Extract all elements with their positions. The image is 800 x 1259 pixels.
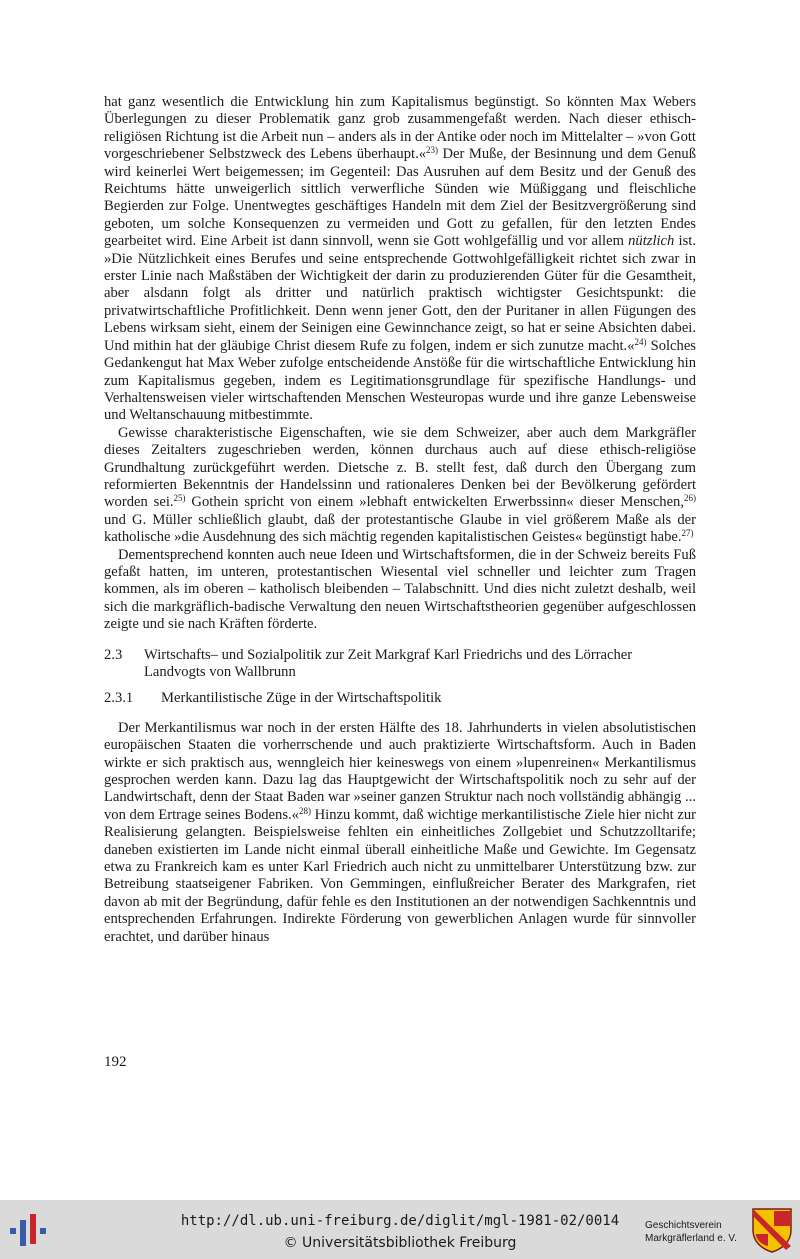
section-heading-2-3-1 <box>104 690 696 707</box>
text-run: Gewisse charakteristische Eigenschaften, wie sie dem Schweizer, aber auch dem Markgräfler dieses Zeitalters zugeschrieben werden, können durchaus auch auf diese ethisch-religiöse Grundhaltung zurückgeführt werden. Dietsche z. B. stellt fest, daß durch den Übergang zum reformierten Bekenntnis der Handelssinn und rationaleres Denken bei der Bevölkerung gefördert worden sei. <box>104 424 696 511</box>
text-run: Dementsprechend konnten auch neue Ideen und Wirtschaftsformen, die in der Schweiz bereits Fuß gefaßt hatten, im unteren, protestantischen Wiesental viel schneller und leichter zum Tragen kommen, als im oberen – katholisch bleibenden – Talabschnitt. Und dies nicht zuletzt deshalb, weil sich die markgräflich-badische Verwaltung den neuen Wirtschaftstheorien gegenüber aufgeschlossen zeigte und sie nach Kräften förderte. <box>104 546 696 633</box>
page-number: 192 <box>104 1054 127 1070</box>
footnote-ref-26[interactable]: 26) <box>684 493 696 504</box>
footnote-ref-24[interactable]: 24) <box>634 336 647 347</box>
text-run: Solches Gedankengut hat Max Weber zufolge entscheidende Anstöße für die wirtschaftliche Entwicklung hin zum Kapitalismus gegeben, indem es Legitimationsgrundlage für spezifische Handlungs- und Verhaltensweisen vieler wirtschaftenden Menschen Westeuropas wurde und ihre ganze Lebensweise und Weltanschauung mitbestimmte. <box>104 337 696 424</box>
coat-of-arms-icon[interactable] <box>750 1206 794 1254</box>
copyright-notice: © Universitätsbibliothek Freiburg <box>283 1235 517 1251</box>
organization-name <box>645 1219 745 1245</box>
section-number: 2.3.1 <box>104 690 134 707</box>
section-number: 2.3 <box>104 646 123 663</box>
permalink-url[interactable]: http://dl.ub.uni-freiburg.de/diglit/mgl-1981-02/0014 <box>180 1213 620 1229</box>
text-run: ist. »Die Nützlichkeit eines Berufes und seine entsprechende Gottwohlgefälligkeit richtet sich zwar in erster Linie nach Maßstäben der Wichtigkeit der darin zu produzierenden Güter für die Gesamtheit, aber alsdann folgt als dritter und natürlich praktisch wichtigster Gesichtspunkt: die privatwirtschaftliche Profitlichkeit. Denn wenn jener Gott, den der Puritaner in allen Fügungen des Lebens wirksam sieht, einem der Seinigen eine Gewinnchance zeigt, so hat er seine Absichten dabei. Und mithin hat der gläubige Christ diesem Rufe zu folgen, indem er sich zunutze macht.« <box>104 233 696 354</box>
text-run: hat ganz wesentlich die Entwicklung hin zum Kapitalismus begünstigt. So könnten Max Webers Überlegungen zu dieser Problematik ganz grob zusammengefaßt werden. Nach dieser ethisch-religiösen Richtung ist die Arbeit nun – anders als in der Antike oder noch im Mittelalter – »von Gott vorgeschriebener Selbstzweck des Lebens überhaupt.« <box>104 94 696 163</box>
paragraph-weber <box>104 94 696 425</box>
section-title: Merkantilistische Züge in der Wirtschaftspolitik <box>161 690 442 707</box>
text-run: Der Merkantilismus war noch in der ersten Hälfte des 18. Jahrhunderts in vielen absolutistischen europäischen Staaten die vorherrschende und auch praktizierte Wirtschaftsform. Auch in Baden wirkte er sich praktisch aus, wenngleich hier keineswegs von einem »lupenreinen« Merkantilismus gesprochen werden kann. Dazu lag das Hauptgewicht der Wirtschaftspolitik noch zu sehr auf der Landwirtschaft, denn der Staat Baden war »seiner ganzen Struktur nach noch vollständig abhängig ... von dem Ertrage seines Bodens.« <box>104 719 696 823</box>
org-line-1: Geschichtsverein <box>645 1220 722 1231</box>
emphasis-nuetzlich: nützlich <box>628 233 675 250</box>
text-run: und G. Müller schließlich glaubt, daß der protestantische Glaube in viel größerem Maße als der katholische »die Ausdehnung des sich mächtig regenden kapitalistischen Geistes« begünstigt habe. <box>104 511 696 546</box>
paragraph-dementsprechend <box>104 547 696 634</box>
footnote-ref-25[interactable]: 25) <box>173 493 186 504</box>
viewer-footer <box>0 1200 800 1259</box>
paragraph-merkantilismus <box>104 720 696 946</box>
body-text <box>104 94 696 946</box>
text-run: Hinzu kommt, daß wichtige merkantilistische Ziele hier nicht zur Realisierung gelangten. Beispielsweise fehlten ein einheitliches Zollgebiet und Schutzzolltarife; daneben existierten im Lande nicht einmal überall einheitliche Maße und Gewichte. Im Gegensatz etwa zu Frankreich kam es unter Karl Friedrich auch nicht zu unmittelbarer Unterstützung bzw. zur Betreibung staatseigener Fabriken. Von Gemmingen, einflußreicher Berater des Markgrafen, riet davon ab mit der Begründung, dafür fehle es den Institutionen an der notwendigen Sachkenntnis und entsprechenden Erfahrungen. Indirekte Förderung von gewerblichen Anlagen wurde für sinnvoller erachtet, und darüber hinaus <box>104 806 696 945</box>
paragraph-eigenschaften <box>104 425 696 547</box>
text-run: Der Muße, der Besinnung und dem Genuß wird keinerlei Wert beigemessen; im Gegenteil: Das Ausruhen auf dem Besitz und der Genuß des Reichtums hätte unweigerlich sittlich verwerfliche Sünden wie Müßiggang und fleischliche Begierden zur Folge. Unentwegtes geschäftiges Handeln mit dem Ziel der Besitzvergrößerung sind geboten, um solche Konsequenzen zu vermeiden und Gott zu gefallen, für den letzten Endes gearbeitet wird. Eine Arbeit ist dann sinnvoll, wenn sie Gott wohlgefällig und vor allem <box>104 146 696 250</box>
text-run: Gothein spricht von einem »lebhaft entwickelten Erwerbssinn« dieser Menschen, <box>185 494 684 511</box>
footnote-ref-27[interactable]: 27) <box>681 528 694 539</box>
section-heading-2-3 <box>104 647 696 682</box>
org-line-2: Markgräflerland e. V. <box>645 1233 737 1244</box>
footnote-ref-23[interactable]: 23) <box>426 145 439 156</box>
section-title: Wirtschafts– und Sozialpolitik zur Zeit Markgraf Karl Friedrichs und des Lörracher Landvogts von Wallbrunn <box>144 646 633 680</box>
footnote-ref-28[interactable]: 28) <box>298 805 311 816</box>
